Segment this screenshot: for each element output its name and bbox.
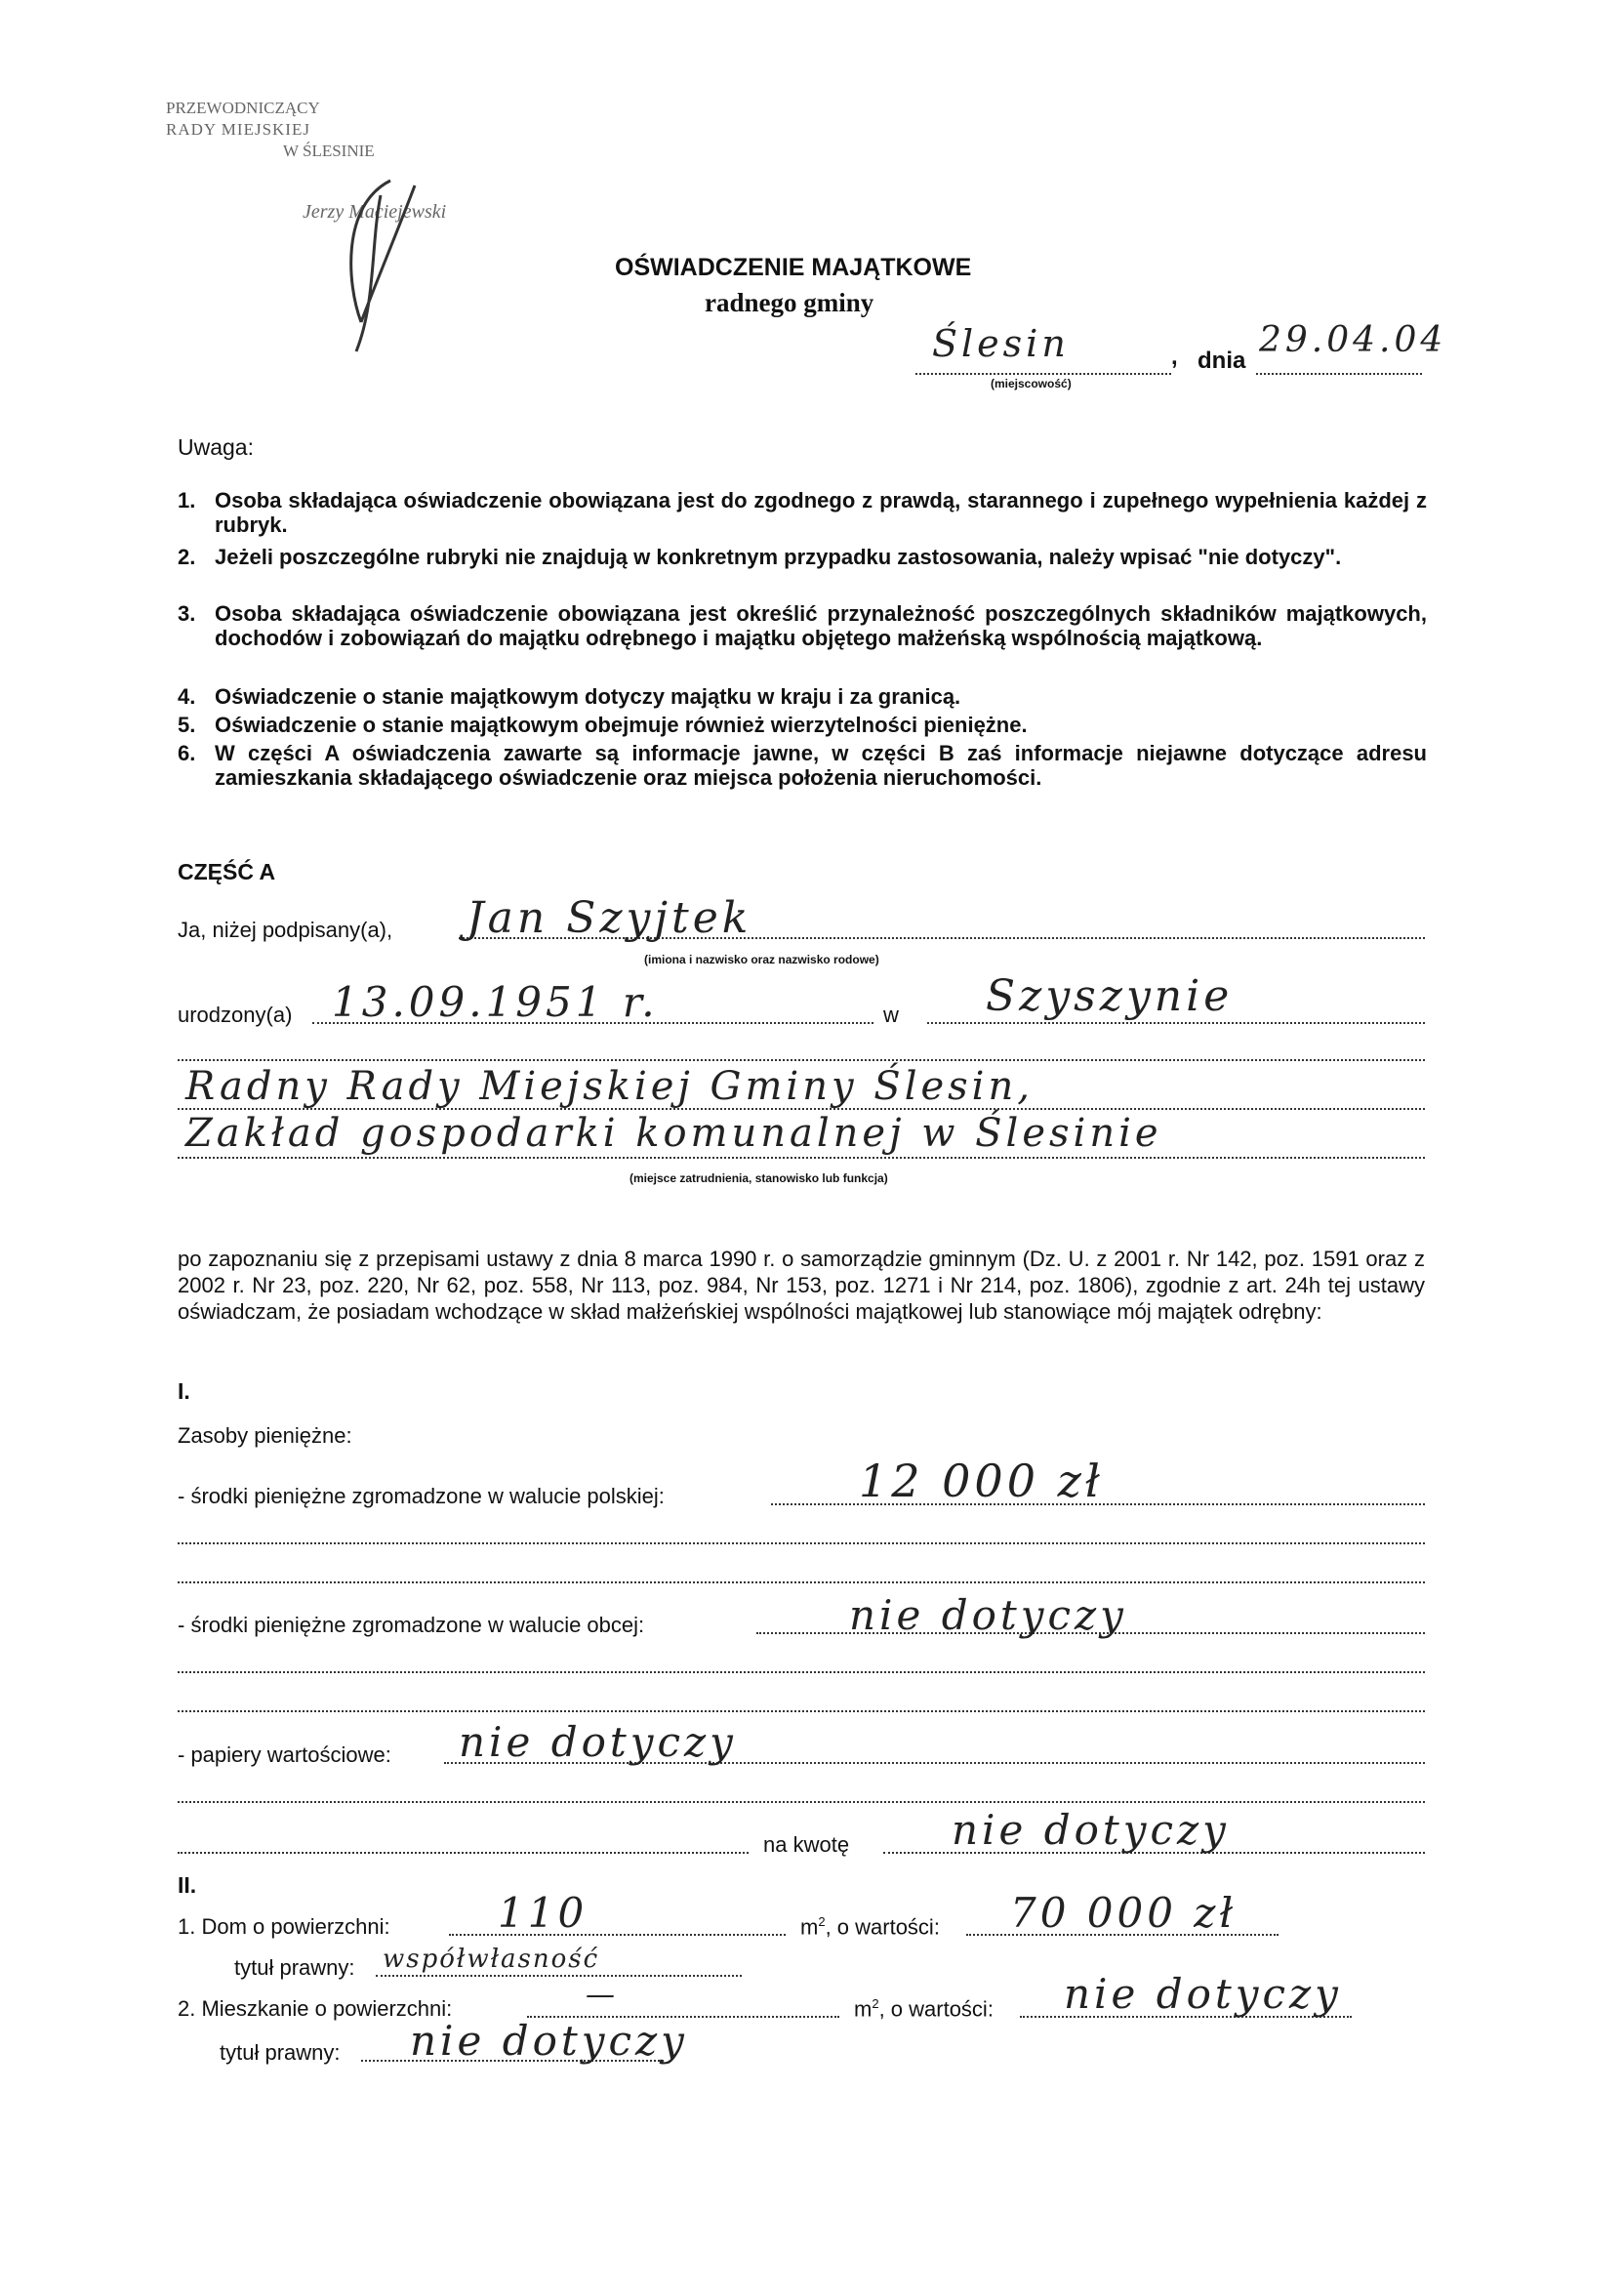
section-1-heading: Zasoby pieniężne:: [178, 1423, 352, 1448]
flat-value: nie dotyczy: [1064, 1970, 1342, 2018]
note-text: Oświadczenie o stanie majątkowym obejmuje również wierzytelności pieniężne.: [215, 713, 1028, 737]
house-value-label: , o wartości:: [825, 1914, 940, 1940]
pln-value: 12 000 zł: [859, 1455, 1104, 1507]
section-1-numeral: I.: [178, 1378, 190, 1404]
flat-m2-unit: [854, 1996, 994, 2022]
flat-value-label: , o wartości:: [878, 1996, 994, 2022]
amount-value: nie dotyczy: [952, 1806, 1230, 1854]
note-number: 3.: [178, 601, 196, 626]
name-caption: (imiona i nazwisko oraz nazwisko rodowe): [644, 953, 879, 966]
born-date-value: 13.09.1951 r.: [332, 978, 659, 1026]
place-caption: (miejscowość): [991, 377, 1072, 390]
employment-line-2: [178, 1157, 1425, 1159]
foreign-value: nie dotyczy: [849, 1591, 1127, 1639]
signature-scribble: [322, 166, 429, 361]
document-title: OŚWIADCZENIE MAJĄTKOWE: [615, 254, 972, 281]
house-title-value: współwłasność: [383, 1945, 600, 1974]
born-label: urodzony(a): [178, 1003, 293, 1027]
note-number: 6.: [178, 741, 196, 765]
note-text: Oświadczenie o stanie majątkowym dotyczy majątku w kraju i za granicą.: [215, 684, 961, 709]
date-value: 29.04.04: [1259, 320, 1447, 360]
pln-label: - środki pieniężne zgromadzone w walucie polskiej:: [178, 1484, 665, 1508]
document-subtitle: radnego gminy: [705, 288, 874, 317]
note-text: Osoba składająca oświadczenie obowiązana jest do zgodnego z prawdą, starannego i zupełnego wypełnienia każdej z rubryk.: [215, 488, 1427, 537]
foreign-label: - środki pieniężne zgromadzone w walucie obcej:: [178, 1613, 645, 1637]
born-place-line: [927, 1022, 1425, 1024]
employment-value-1: Radny Rady Miejskiej Gminy Ślesin,: [185, 1064, 1034, 1109]
house-title-line: [376, 1975, 742, 1977]
pln-extra-line-1: [178, 1542, 1425, 1544]
employment-caption: (miejsce zatrudnienia, stanowisko lub funkcja): [629, 1171, 888, 1185]
section-2-numeral: II.: [178, 1872, 197, 1898]
securities-value: nie dotyczy: [459, 1718, 737, 1766]
flat-title-value: nie dotyczy: [410, 2017, 688, 2065]
note-number: 5.: [178, 713, 196, 737]
stamp-line-1: PRZEWODNICZĄCY: [166, 99, 320, 117]
stamp-line-2: RADY MIEJSKIEJ: [166, 120, 310, 139]
amount-label: na kwotę: [763, 1832, 850, 1857]
stamp-line-3: W ŚLESINIE: [283, 142, 375, 160]
stamp-signatory: Jerzy Maciejewski: [303, 201, 447, 223]
securities-extra-line: [178, 1801, 1425, 1803]
house-label: 1. Dom o powierzchni:: [178, 1914, 390, 1939]
note-number: 2.: [178, 545, 196, 569]
flat-label: 2. Mieszkanie o powierzchni:: [178, 1996, 453, 2021]
flat-area-value: —: [586, 1978, 619, 2012]
note-item: [178, 601, 1427, 650]
employment-value-2: Zakład gospodarki komunalnej w Ślesinie: [185, 1111, 1162, 1156]
name-label: Ja, niżej podpisany(a),: [178, 918, 393, 942]
flat-title-label: tytuł prawny:: [220, 2040, 341, 2065]
note-number: 1.: [178, 488, 196, 512]
note-text: Jeżeli poszczególne rubryki nie znajdują w konkretnym przypadku zastosowania, należy wpisać "nie dotyczy".: [215, 545, 1342, 569]
note-item: [178, 713, 1427, 737]
born-place-value: Szyszynie: [986, 971, 1234, 1021]
m2-label: m: [854, 1996, 873, 2022]
m2-sup: 2: [872, 1996, 879, 2011]
note-item: [178, 741, 1427, 790]
note-number: 4.: [178, 684, 196, 709]
part-a-heading: CZĘŚĆ A: [178, 859, 276, 884]
statement-text: po zapoznaniu się z przepisami ustawy z dnia 8 marca 1990 r. o samorządzie gminnym (Dz. U. z 2001 r. Nr 142, poz. 1591 oraz z 2002 r. Nr 23, poz. 220, Nr 62, poz. 558, Nr 113, poz. 984, Nr 153, poz. 1271 i Nr 214, poz. 1806), zgodnie z art. 24h tej ustawy oświadczam, że posiadam wchodzące w skład małżeńskiej wspólności majątkowej lub stanowiące mój majątek odrębny:: [178, 1247, 1425, 1324]
name-value: Jan Szyjtek: [467, 893, 752, 943]
securities-label: - papiery wartościowe:: [178, 1742, 391, 1767]
house-title-label: tytuł prawny:: [234, 1955, 355, 1980]
note-item: [178, 488, 1427, 537]
amount-pre-line: [178, 1852, 749, 1854]
pln-extra-line-2: [178, 1581, 1425, 1583]
born-in-label: w: [883, 1003, 899, 1027]
house-m2-unit: [800, 1914, 940, 1940]
house-area-value: 110: [498, 1889, 589, 1937]
place-value: Ślesin: [932, 322, 1070, 365]
employment-line-0: [178, 1059, 1425, 1061]
note-item: [178, 545, 1427, 569]
note-text: Osoba składająca oświadczenie obowiązana jest określić przynależność poszczególnych składników majątkowych, dochodów i zobowiązań do majątku odrębnego i majątku objętego małżeńską wspólnością majątkową.: [215, 601, 1427, 650]
house-value: 70 000 zł: [1010, 1889, 1238, 1937]
foreign-extra-line-1: [178, 1671, 1425, 1673]
foreign-extra-line-2: [178, 1710, 1425, 1712]
m2-label: m: [800, 1914, 819, 1940]
note-item: [178, 684, 1427, 709]
date-label: dnia: [1198, 348, 1246, 374]
notes-heading: Uwaga:: [178, 434, 254, 460]
note-text: W części A oświadczenia zawarte są informacje jawne, w części B zaś informacje niejawne dotyczące adresu zamieszkania składającego oświadczenie oraz miejsca położenia nieruchomości.: [215, 741, 1427, 790]
m2-sup: 2: [818, 1914, 826, 1929]
